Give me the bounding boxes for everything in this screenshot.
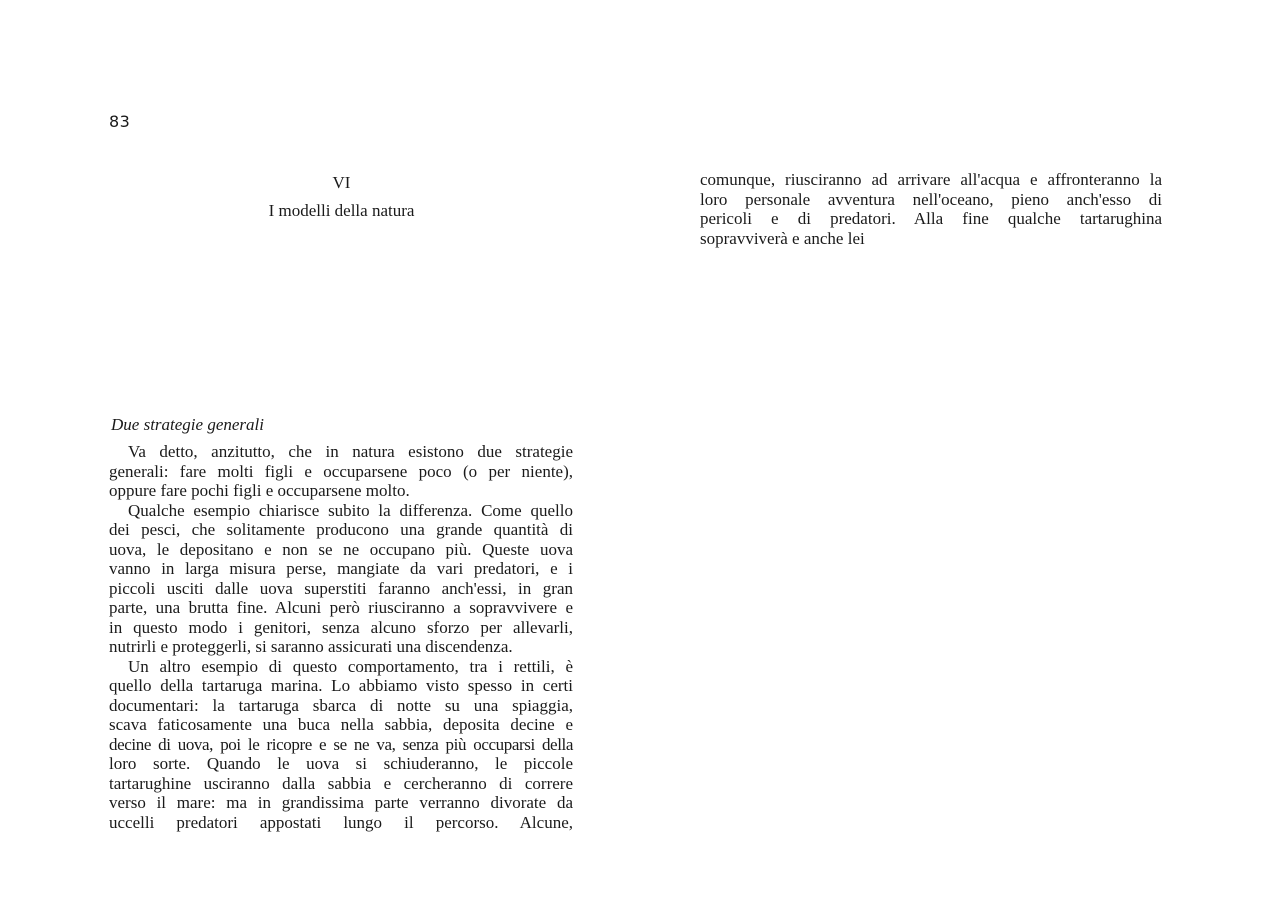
text-line: dei pesci, che solitamente producono una grande quantità di	[109, 520, 573, 539]
text-line: Qualche esempio chiarisce subito la differenza. Come quello	[128, 500, 573, 520]
text-line: verso il mare: ma in grandissima parte verranno divorate da	[109, 793, 573, 812]
page-number: 83	[109, 112, 131, 131]
chapter-number: VI	[332, 173, 351, 192]
text-line: documentari: la tartaruga sbarca di notte su una spiaggia,	[109, 695, 573, 715]
text-line: uccelli predatori appostati lungo il percorso. Alcune,	[109, 812, 573, 832]
text-line: vanno in larga misura perse, mangiate da vari predatori, e i	[109, 559, 573, 578]
text-line: Un altro esempio di questo comportamento, tra i rettili, è	[128, 656, 573, 676]
text-line: tartarughine usciranno dalla sabbia e cercheranno di correre	[109, 773, 573, 793]
chapter-title: I modelli della natura	[268, 201, 415, 220]
text-line: loro personale avventura nell'oceano, pieno anch'esso di	[700, 189, 1162, 209]
text-line: sopravviverà e anche lei	[700, 228, 865, 248]
text-line: nutrirli e proteggerli, si saranno assicurati una discendenza.	[109, 637, 513, 656]
text-line: generali: fare molti figli e occuparsene poco (o per niente),	[109, 461, 573, 481]
text-line: in questo modo i genitori, senza alcuno sforzo per allevarli,	[109, 617, 573, 637]
text-line: loro sorte. Quando le uova si schiuderanno, le piccole	[109, 754, 573, 773]
text-line: parte, una brutta fine. Alcuni però riusciranno a sopravvivere e	[109, 598, 573, 617]
text-line: quello della tartaruga marina. Lo abbiamo visto spesso in certi	[109, 676, 573, 695]
text-line: pericoli e di predatori. Alla fine qualche tartarughina	[700, 209, 1162, 228]
text-line: decine di uova, poi le ricopre e se ne va, senza più occuparsi della	[109, 734, 573, 754]
right-text-column	[700, 170, 1162, 248]
text-line: uova, le depositano e non se ne occupano più. Queste uova	[109, 539, 573, 559]
left-text-column	[109, 442, 573, 832]
section-heading: Due strategie generali	[111, 415, 264, 434]
text-line: oppure fare pochi figli e occuparsene molto.	[109, 481, 410, 500]
text-line: Va detto, anzitutto, che in natura esistono due strategie	[128, 442, 573, 461]
text-line: scava faticosamente una buca nella sabbia, deposita decine e	[109, 715, 573, 734]
text-line: piccoli usciti dalle uova superstiti faranno anch'essi, in gran	[109, 578, 573, 598]
text-line: comunque, riusciranno ad arrivare all'acqua e affronteranno la	[700, 170, 1162, 189]
